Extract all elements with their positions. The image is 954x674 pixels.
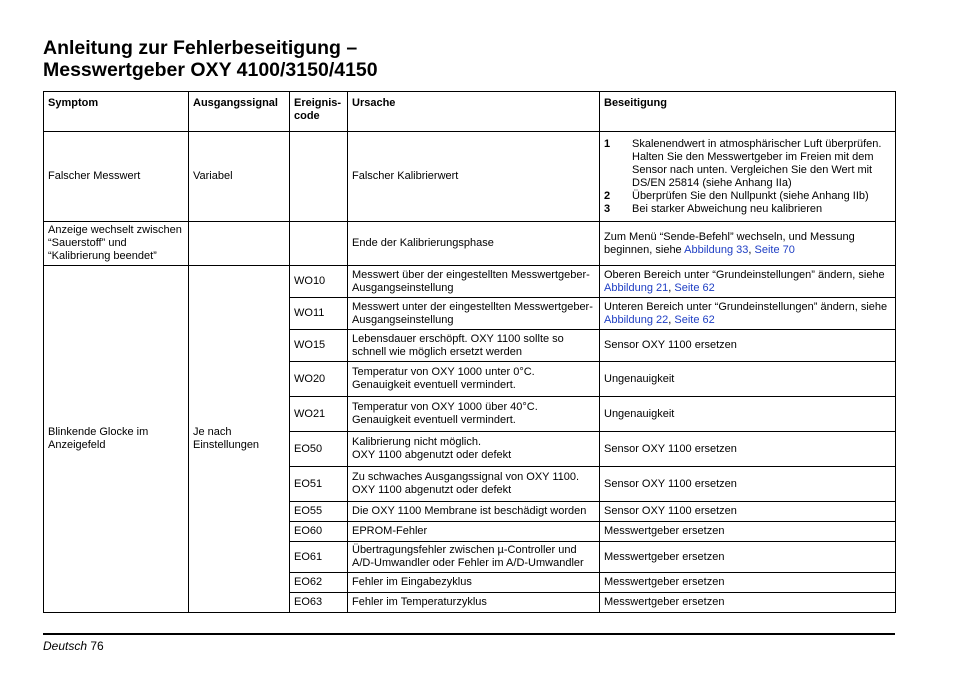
signal-cell: Je nach Einstellungen [189, 266, 290, 613]
cause-line: Temperatur von OXY 1000 über 40°C. [352, 401, 538, 413]
step-number: 1 [604, 137, 611, 150]
table-row [44, 222, 896, 266]
code-cell: EO61 [290, 542, 348, 573]
signal-cell [189, 222, 290, 266]
title-line-2: Messwertgeber OXY 4100/3150/4150 [43, 59, 378, 81]
symptom-cell: Anzeige wechselt zwischen “Sauerstoff” und “Kalibrierung beendet” [44, 222, 189, 266]
fix-cell [600, 266, 896, 298]
symptom-cell: Blinkende Glocke im Anzeigefeld [44, 266, 189, 613]
fix-separator: , [668, 281, 675, 294]
cause-line: Temperatur von OXY 1000 unter 0°C. [352, 366, 535, 378]
page-link[interactable]: Seite 62 [674, 313, 715, 326]
fix-step [604, 203, 891, 216]
header-ereignis-code: Ereignis-code [290, 92, 348, 132]
fix-separator: , [748, 243, 755, 256]
figure-link[interactable]: Abbildung 33 [684, 243, 749, 256]
table-row [44, 266, 896, 298]
code-cell: WO21 [290, 397, 348, 432]
page-number: 76 [90, 639, 104, 653]
cause-cell [348, 362, 600, 397]
fix-cell: Sensor OXY 1100 ersetzen [600, 467, 896, 502]
page-link[interactable]: Seite 70 [754, 243, 795, 256]
header-beseitigung: Beseitigung [600, 92, 896, 132]
code-cell: EO62 [290, 573, 348, 593]
cause-line: OXY 1100 abgenutzt oder defekt [352, 449, 512, 461]
footer-language: Deutsch [43, 639, 88, 653]
fix-separator: , [668, 313, 675, 326]
fix-text: Oberen Bereich unter “Grundeinstellungen” ändern, siehe [604, 268, 885, 281]
fix-cell: Messwertgeber ersetzen [600, 522, 896, 542]
fix-step [604, 190, 891, 203]
cause-line: OXY 1100 abgenutzt oder defekt [352, 484, 512, 496]
cause-cell [348, 432, 600, 467]
cause-cell: Fehler im Temperaturzyklus [348, 593, 600, 613]
cause-cell: Übertragungsfehler zwischen µ-Controller und A/D-Umwandler oder Fehler im A/D-Umwandler [348, 542, 600, 573]
code-cell: WO20 [290, 362, 348, 397]
table-header-row [44, 92, 896, 132]
header-ausgangssignal: Ausgangssignal [189, 92, 290, 132]
code-cell: WO11 [290, 298, 348, 330]
fix-cell [600, 222, 896, 266]
figure-link[interactable]: Abbildung 22 [604, 313, 669, 326]
code-cell: WO10 [290, 266, 348, 298]
table-row [44, 132, 896, 222]
fix-cell: Sensor OXY 1100 ersetzen [600, 502, 896, 522]
cause-cell: Falscher Kalibrierwert [348, 132, 600, 222]
fix-cell [600, 298, 896, 330]
cause-cell: Lebensdauer erschöpft. OXY 1100 sollte so schnell wie möglich ersetzt werden [348, 330, 600, 362]
code-cell: EO60 [290, 522, 348, 542]
fix-cell: Messwertgeber ersetzen [600, 542, 896, 573]
header-ursache: Ursache [348, 92, 600, 132]
figure-link[interactable]: Abbildung 21 [604, 281, 669, 294]
fix-cell: Messwertgeber ersetzen [600, 573, 896, 593]
cause-line: Kalibrierung nicht möglich. [352, 436, 482, 448]
page-footer [43, 639, 104, 653]
cause-cell: Ende der Kalibrierungsphase [348, 222, 600, 266]
fix-cell: Sensor OXY 1100 ersetzen [600, 432, 896, 467]
symptom-cell: Falscher Messwert [44, 132, 189, 222]
cause-cell: Messwert unter der eingestellten Messwertgeber- Ausgangseinstellung [348, 298, 600, 330]
page-link[interactable]: Seite 62 [674, 281, 715, 294]
cause-cell: Fehler im Eingabezyklus [348, 573, 600, 593]
page-title [43, 37, 378, 81]
code-cell: WO15 [290, 330, 348, 362]
cause-line: Genauigkeit eventuell vermindert. [352, 414, 516, 426]
signal-cell: Variabel [189, 132, 290, 222]
fix-cell [600, 132, 896, 222]
code-cell [290, 222, 348, 266]
cause-cell [348, 397, 600, 432]
step-number: 3 [604, 202, 611, 215]
header-symptom: Symptom [44, 92, 189, 132]
code-cell: EO63 [290, 593, 348, 613]
cause-cell: Messwert über der eingestellten Messwertgeber- Ausgangseinstellung [348, 266, 600, 298]
cause-cell: EPROM-Fehler [348, 522, 600, 542]
step-number: 2 [604, 189, 611, 202]
code-cell: EO50 [290, 432, 348, 467]
code-cell: EO51 [290, 467, 348, 502]
fix-text: Zum Menü “Sende-Befehl” wechseln, und Messung beginnen, siehe [604, 230, 855, 256]
footer-rule [43, 633, 895, 635]
fix-cell: Sensor OXY 1100 ersetzen [600, 330, 896, 362]
cause-line: Zu schwaches Ausgangssignal von OXY 1100. [352, 471, 580, 483]
title-line-1: Anleitung zur Fehlerbeseitigung – [43, 37, 358, 59]
step-text: Skalenendwert in atmosphärischer Luft überprüfen. Halten Sie den Messwertgeber im Freien mit dem Sensor nach unten. Vergleichen Sie den Wert mit DS/EN 25814 (siehe Anhang IIa) [632, 137, 882, 189]
fix-cell: Ungenauigkeit [600, 362, 896, 397]
fix-cell: Ungenauigkeit [600, 397, 896, 432]
cause-cell: Die OXY 1100 Membrane ist beschädigt worden [348, 502, 600, 522]
code-cell [290, 132, 348, 222]
fix-step [604, 138, 891, 190]
fix-text: Unteren Bereich unter “Grundeinstellungen” ändern, siehe [604, 300, 888, 313]
step-text: Bei starker Abweichung neu kalibrieren [632, 202, 823, 215]
fix-steps-list [604, 138, 891, 216]
cause-cell [348, 467, 600, 502]
cause-line: Genauigkeit eventuell vermindert. [352, 379, 516, 391]
fix-cell: Messwertgeber ersetzen [600, 593, 896, 613]
code-cell: EO55 [290, 502, 348, 522]
step-text: Überprüfen Sie den Nullpunkt (siehe Anhang IIb) [632, 189, 869, 202]
troubleshooting-table [43, 91, 896, 613]
